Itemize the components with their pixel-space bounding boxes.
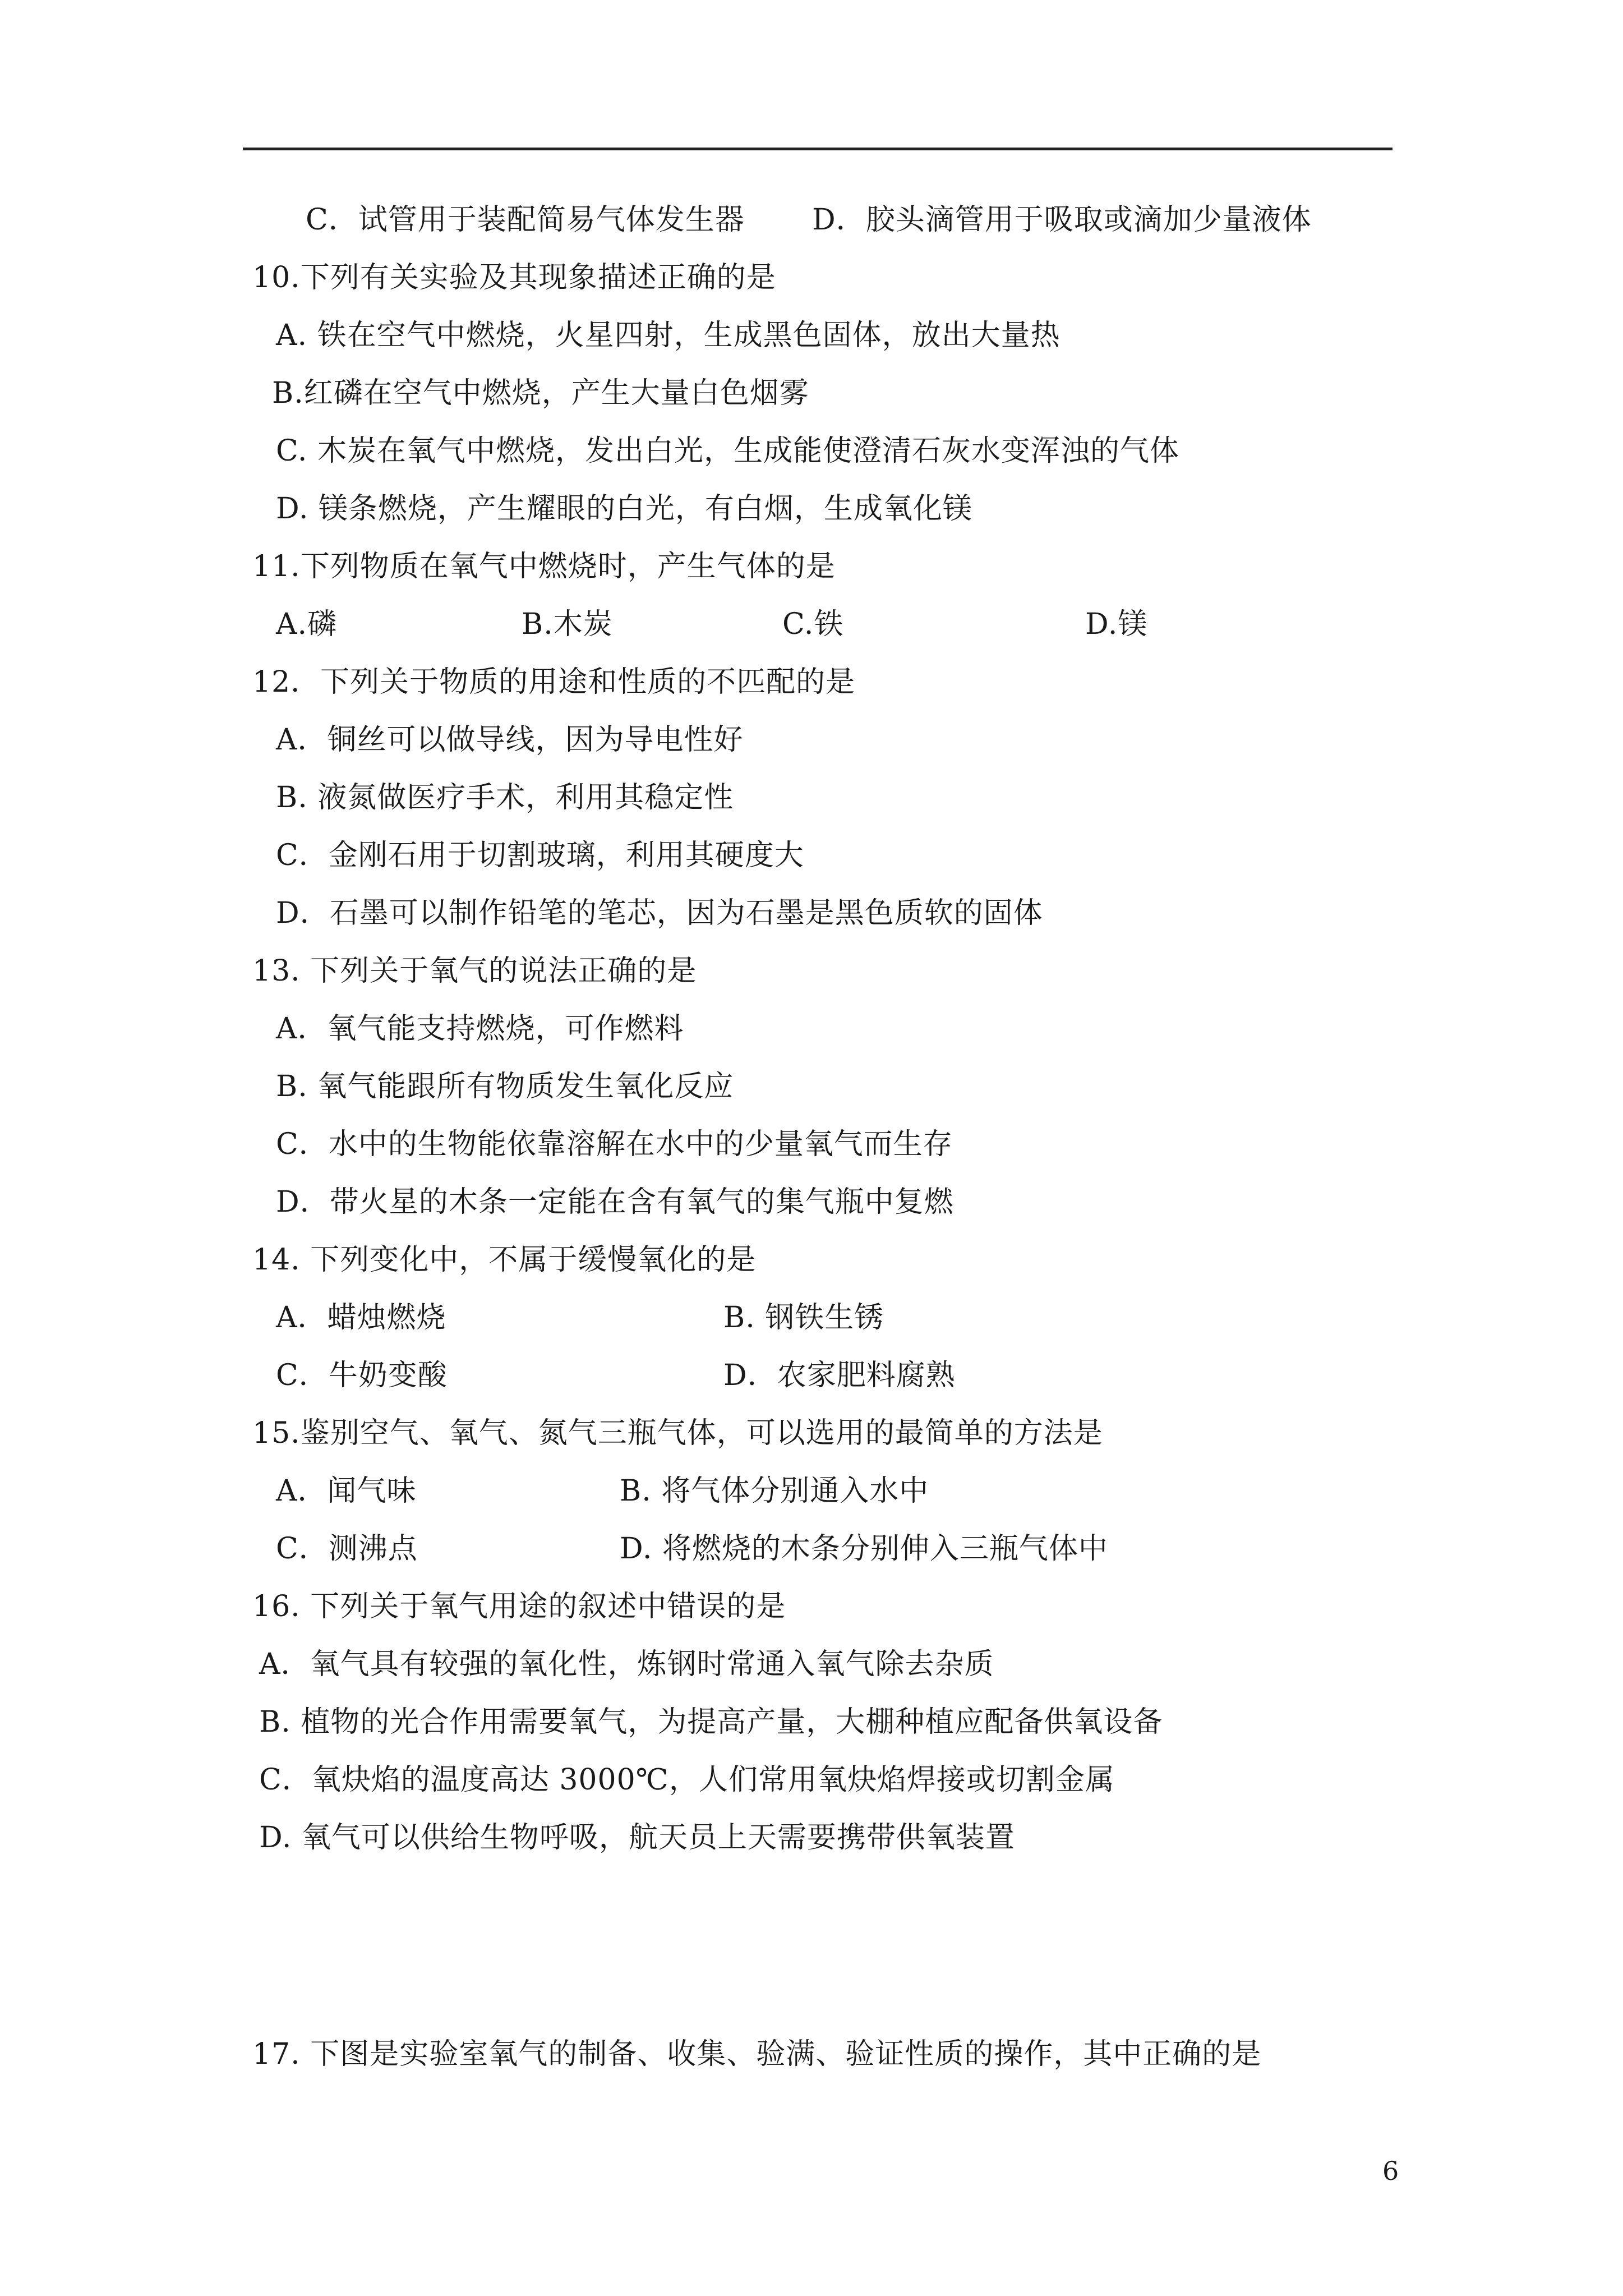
q12-option-a: A．铜丝可以做导线，因为导电性好 [276,723,744,757]
q13-stem: 13. 下列关于氧气的说法正确的是 [252,954,697,988]
q14-stem: 14. 下列变化中，不属于缓慢氧化的是 [252,1243,757,1277]
q14-option-b: B. 钢铁生锈 [723,1301,884,1335]
q17-stem: 17. 下图是实验室氧气的制备、收集、验满、验证性质的操作，其中正确的是 [252,2037,1262,2071]
q16-stem: 16. 下列关于氧气用途的叙述中错误的是 [252,1590,786,1623]
q16-option-d: D. 氧气可以供给生物呼吸，航天员上天需要携带供氧装置 [259,1821,1015,1855]
q12-option-d: D．石墨可以制作铅笔的笔芯，因为石墨是黑色质软的固体 [276,896,1043,930]
header-rule [243,148,1393,150]
q15-option-d: D. 将燃烧的木条分别伸入三瓶气体中 [620,1532,1108,1566]
q14-option-c: C．牛奶变酸 [276,1359,448,1392]
q9-option-d: D．胶头滴管用于吸取或滴加少量液体 [812,203,1312,237]
page-number: 6 [1382,2156,1399,2186]
q12-stem: 12．下列关于物质的用途和性质的不匹配的是 [252,665,856,699]
q10-option-b: B.红磷在空气中燃烧，产生大量白色烟雾 [272,376,809,410]
q11-option-c: C.铁 [782,608,844,641]
q12-option-c: C．金刚石用于切割玻璃，利用其硬度大 [276,839,804,872]
q16-option-b: B. 植物的光合作用需要氧气，为提高产量，大棚种植应配备供氧设备 [259,1705,1163,1739]
q11-option-d: D.镁 [1085,608,1148,641]
q14-option-d: D．农家肥料腐熟 [723,1359,956,1392]
q16-option-c: C．氧炔焰的温度高达 3000℃，人们常用氧炔焰焊接或切割金属 [259,1763,1115,1797]
q15-option-b: B. 将气体分别通入水中 [620,1474,929,1508]
q11-stem: 11.下列物质在氧气中燃烧时，产生气体的是 [252,550,836,583]
q15-option-c: C．测沸点 [276,1532,418,1566]
q16-option-a: A．氧气具有较强的氧化性，炼钢时常通入氧气除去杂质 [259,1648,994,1681]
q14-option-a: A．蜡烛燃烧 [276,1301,446,1335]
q13-option-c: C．水中的生物能依靠溶解在水中的少量氧气而生存 [276,1128,953,1161]
q13-option-a: A．氧气能支持燃烧，可作燃料 [276,1012,684,1046]
q13-option-d: D．带火星的木条一定能在含有氧气的集气瓶中复燃 [276,1185,954,1219]
q11-option-a: A.磷 [276,608,338,641]
q11-option-b: B.木炭 [522,608,613,641]
q10-option-d: D. 镁条燃烧，产生耀眼的白光，有白烟，生成氧化镁 [276,492,972,526]
q10-stem: 10.下列有关实验及其现象描述正确的是 [252,261,776,295]
q12-option-b: B. 液氮做医疗手术，利用其稳定性 [276,781,734,815]
q15-option-a: A．闻气味 [276,1474,417,1508]
q9-option-c: C．试管用于装配简易气体发生器 [306,203,745,237]
q13-option-b: B. 氧气能跟所有物质发生氧化反应 [276,1070,734,1103]
q10-option-c: C. 木炭在氧气中燃烧，发出白光，生成能使澄清石灰水变浑浊的气体 [276,434,1179,468]
q10-option-a: A. 铁在空气中燃烧，火星四射，生成黑色固体，放出大量热 [276,319,1061,352]
q15-stem: 15.鉴别空气、氧气、氮气三瓶气体，可以选用的最简单的方法是 [252,1416,1103,1450]
